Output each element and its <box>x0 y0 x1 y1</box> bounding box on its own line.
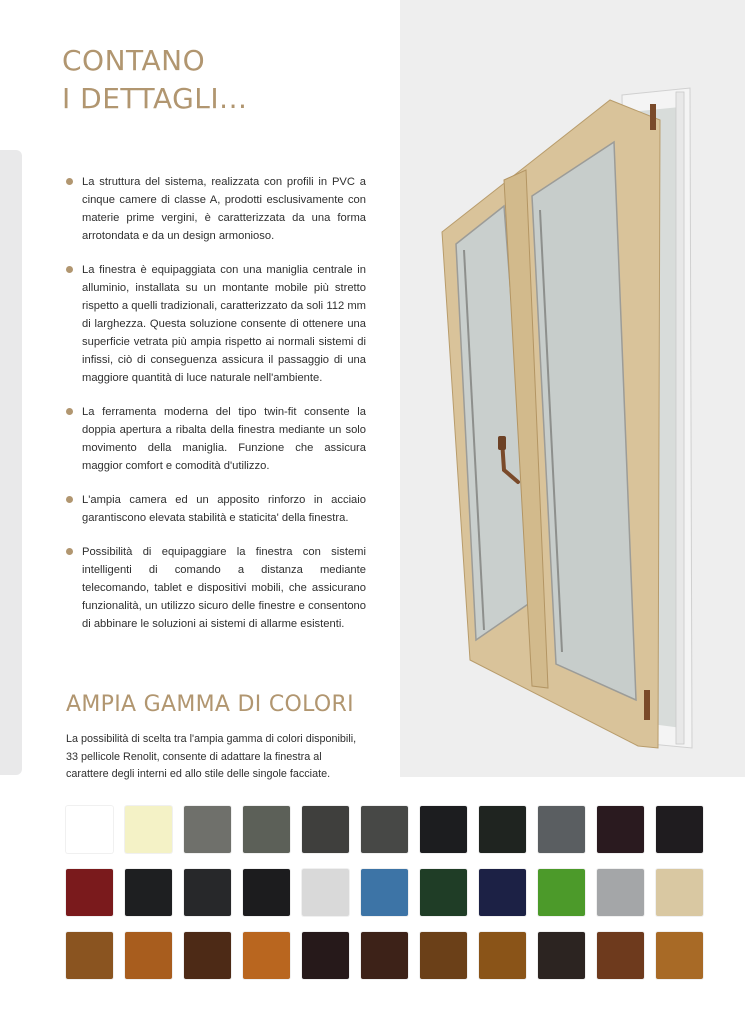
color-swatch <box>361 869 408 916</box>
color-swatch <box>243 869 290 916</box>
color-swatch <box>302 806 349 853</box>
color-swatch <box>66 869 113 916</box>
color-swatch <box>361 806 408 853</box>
page-title <box>62 42 247 118</box>
title-line-1: CONTANO <box>62 44 206 77</box>
color-swatch <box>479 869 526 916</box>
color-swatch <box>538 869 585 916</box>
color-swatch <box>420 869 467 916</box>
color-swatch <box>420 806 467 853</box>
color-swatch <box>184 806 231 853</box>
color-swatch <box>66 806 113 853</box>
color-swatch <box>656 806 703 853</box>
feature-list <box>66 173 366 649</box>
color-swatch <box>479 806 526 853</box>
color-swatch <box>302 932 349 979</box>
color-swatch <box>361 932 408 979</box>
feature-text: La ferramenta moderna del tipo twin-fit consente la doppia apertura a ribalta della finestra mediante un solo movimento della maniglia. Funzione che assicura maggior comfort e comodità d'utilizzo. <box>82 406 366 472</box>
color-swatch <box>420 932 467 979</box>
bullet-dot-icon <box>66 496 73 503</box>
color-swatch <box>656 932 703 979</box>
bullet-dot-icon <box>66 266 73 273</box>
color-swatch-grid <box>66 806 716 979</box>
color-swatch <box>656 869 703 916</box>
color-swatch <box>597 806 644 853</box>
color-swatch <box>125 932 172 979</box>
feature-text: L'ampia camera ed un apposito rinforzo in acciaio garantiscono elevata stabilità e staticita' della finestra. <box>82 494 366 524</box>
window-product-image <box>400 0 745 777</box>
feature-item <box>66 543 366 633</box>
feature-text: La struttura del sistema, realizzata con profili in PVC a cinque camere di classe A, prodotti esclusivamente con materie prime vergini, è caratterizzata da una forma arrotondata e da un design armonioso. <box>82 176 366 242</box>
color-swatch <box>184 869 231 916</box>
color-swatch <box>125 806 172 853</box>
feature-text: La finestra è equipaggiata con una maniglia centrale in alluminio, installata su un montante mobile più stretto rispetto a quelli tradizionali, caratterizzato da soli 112 mm di larghezza. Questa soluzione consente di ottenere una superficie vetrata più ampia rispetto ai normali sistemi di infissi, ciò di conseguenza assicura il passaggio di una maggiore quantità di luce naturale nell'ambiente. <box>82 264 366 384</box>
bullet-dot-icon <box>66 178 73 185</box>
color-swatch <box>597 869 644 916</box>
color-swatch <box>243 932 290 979</box>
color-swatch <box>243 806 290 853</box>
feature-item <box>66 403 366 475</box>
page-side-tab <box>0 150 22 775</box>
color-swatch <box>66 932 113 979</box>
color-swatch <box>125 869 172 916</box>
color-swatch <box>479 932 526 979</box>
color-swatch <box>597 932 644 979</box>
open-sash-edge <box>676 92 684 744</box>
feature-item <box>66 173 366 245</box>
color-swatch <box>302 869 349 916</box>
color-swatch <box>538 932 585 979</box>
color-swatch <box>184 932 231 979</box>
feature-item <box>66 261 366 387</box>
color-swatch <box>538 806 585 853</box>
feature-text: Possibilità di equipaggiare la finestra con sistemi intelligenti di comando a distanza mediante telecomando, tablet e dispositivi mobili, che assicurano funzionalità, un utilizzo sicuro delle finestre e consentono di abbinare le soluzioni ai sistemi di allarme esistenti. <box>82 546 366 630</box>
bullet-dot-icon <box>66 548 73 555</box>
title-line-2: I DETTAGLI... <box>62 82 248 115</box>
feature-item <box>66 491 366 527</box>
colors-section-title: AMPIA GAMMA DI COLORI <box>66 692 354 717</box>
bullet-dot-icon <box>66 408 73 415</box>
colors-section-intro: La possibilità di scelta tra l'ampia gamma di colori disponibili, 33 pellicole Renolit, consente di adattare la finestra al carattere degli interni ed allo stile delle singole facciate. <box>66 733 357 780</box>
